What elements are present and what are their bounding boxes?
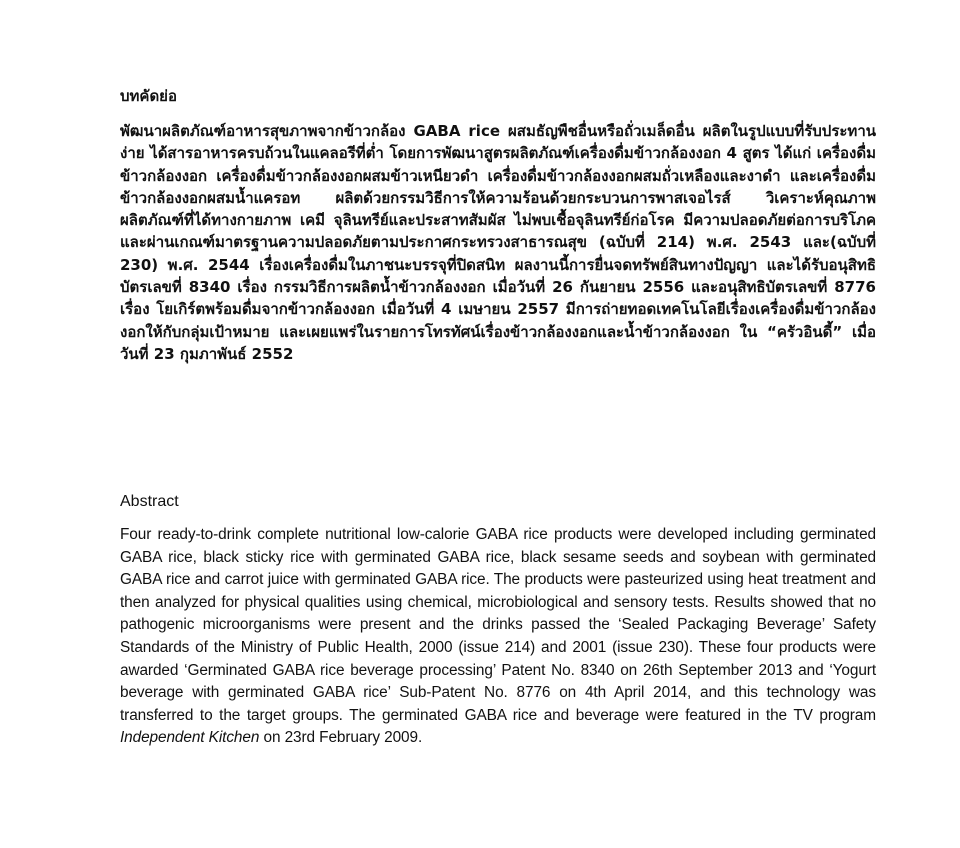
thai-abstract-heading: บทคัดย่อ bbox=[120, 87, 177, 105]
english-abstract-heading: Abstract bbox=[120, 493, 179, 510]
english-abstract-text-end: on 23rd February 2009. bbox=[259, 729, 423, 747]
tv-program-name: Independent Kitchen bbox=[120, 729, 260, 747]
thai-abstract-section bbox=[120, 84, 876, 365]
thai-abstract-body: พัฒนาผลิตภัณฑ์อาหารสุขภาพจากข้าวกล้อง GABA rice ผสมธัญพืชอื่นหรือถั่วเมล็ดอื่น ผลิตในรูปแบบที่รับประทานง่าย ได้สารอาหารครบถ้วนในแคลอรีที่ต่ำ โดยการพัฒนาสูตรผลิตภัณฑ์เครื่องดื่มข้าวกล้องงอก 4 สูตร ได้แก่ เครื่องดื่มข้าวกล้องงอก เครื่องดื่มข้าวกล้องงอกผสมข้าวเหนียวดำ เครื่องดื่มข้าวกล้องงอกผสมถั่วเหลืองและงาดำ และเครื่องดื่มข้าวกล้องงอกผสมน้ำแครอท ผลิตด้วยกรรมวิธีการให้ความร้อนด้วยกระบวนการพาสเจอไรส์ วิเคราะห์คุณภาพผลิตภัณฑ์ที่ได้ทางกายภาพ เคมี จุลินทรีย์และประสาทสัมผัส ไม่พบเชื้อจุลินทรีย์ก่อโรค มีความปลอดภัยต่อการบริโภคและผ่านเกณฑ์มาตรฐานความปลอดภัยตามประกาศกระทรวงสาธารณสุข (ฉบับที่ 214) พ.ศ. 2543 และ(ฉบับที่ 230) พ.ศ. 2544 เรื่องเครื่องดื่มในภาชนะบรรจุที่ปิดสนิท ผลงานนี้การยื่นจดทรัพย์สินทางปัญญา และได้รับอนุสิทธิบัตรเลขที่ 8340 เรื่อง กรรมวิธีการผลิตน้ำข้าวกล้องงอก เมื่อวันที่ 26 กันยายน 2556 และอนุสิทธิบัตรเลขที่ 8776 เรื่อง โยเกิร์ตพร้อมดื่มจากข้าวกล้องงอก เมื่อวันที่ 4 เมษายน 2557 มีการถ่ายทอดเทคโนโลยีเรื่องเครื่องดื่มข้าวกล้องงอกให้กับกลุ่มเป้าหมาย และเผยแพร่ในรายการโทรทัศน์เรื่องข้าวกล้องงอกและน้ำข้าวกล้องงอก ใน “ครัวอินดี้” เมื่อวันที่ 23 กุมภาพันธ์ 2552 bbox=[120, 122, 876, 363]
english-abstract-text: Four ready-to-drink complete nutritional low-calorie GABA rice products were developed including germinated GABA rice, black sticky rice with germinated GABA rice, black sesame seeds and soybean with germinated GABA rice and carrot juice with germinated GABA rice. The products were pasteurized using heat treatment and then analyzed for physical qualities using chemical, microbiological and sensory tests. Results showed that no pathogenic microorganisms were present and the drinks passed the ‘Sealed Packaging Beverage’ Safety Standards of the Ministry of Public Health, 2000 (issue 214) and 2001 (issue 230). These four products were awarded ‘Germinated GABA rice beverage processing’ Patent No. 8340 on 26th September 2013 and ‘Yogurt beverage with germinated GABA rice’ Sub-Patent No. 8776 on 4th April 2014, and this technology was transferred to the target groups. The germinated GABA rice and beverage were featured in the TV program bbox=[120, 526, 876, 724]
english-abstract-body bbox=[120, 524, 876, 750]
english-abstract-section bbox=[120, 490, 876, 750]
